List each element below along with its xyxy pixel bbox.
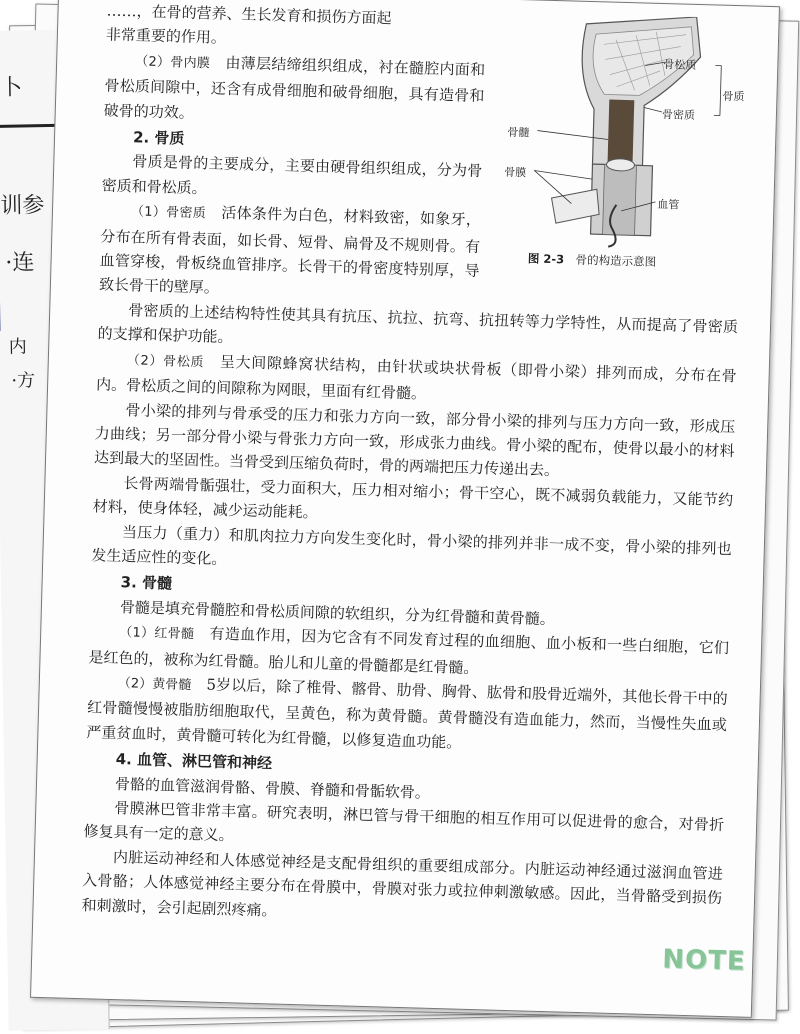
- intro-end: 非常重要的作用。: [105, 25, 227, 48]
- top-line: ……，在骨的营养、生长发育和损伤方面起: [106, 1, 392, 28]
- spongy-bone-paragraph-4: 当压力（重力）和肌肉拉力方向发生变化时，骨小梁的排列并非一成不变，骨小梁的排列也发生适应性的变化。: [91, 522, 733, 568]
- yellow-marrow-term: （2）黄骨髓: [117, 676, 192, 694]
- back-page-glyph: 卜: [0, 75, 23, 101]
- spongy-bone-term: （2）骨松质: [126, 352, 205, 371]
- label-bone-substance: 骨质: [722, 89, 745, 104]
- label-marrow: 骨髓: [507, 125, 530, 140]
- endosteum-paragraph: [103, 47, 485, 133]
- red-marrow-term: （1）红骨髓: [119, 625, 195, 643]
- section-4-title: 4. 血管、淋巴管和神经: [115, 750, 273, 773]
- section-3-intro: 骨髓是填充骨髓腔和骨松质间隙的软组织，分为红骨髓和黄骨髓。: [119, 597, 556, 628]
- section-2-intro: 骨质是骨的主要成分，主要由硬骨组织组成，分为骨密质和骨松质。: [101, 152, 483, 198]
- back-page-rule: [0, 124, 55, 128]
- compact-bone-paragraph: [99, 198, 482, 308]
- section-4-paragraph-1: 骨骼的血管滋润骨骼、骨膜、脊髓和骨骺软骨。: [114, 774, 431, 802]
- section-4-paragraph-3: 内脏运动神经和人体感觉神经是支配骨组织的重要组成部分。内脏运动神经通过滋润血管进入骨骼；人体感觉神经主要分布在骨膜中，骨膜对张力或拉伸刺激敏感。因此，当骨骼受到损伤和刺激时，会引起剧烈疼痛。: [81, 847, 723, 920]
- back-page-glyph: ·连: [5, 250, 35, 276]
- compact-bone-paragraph-2: 骨密质的上述结构特性使其具有抗压、抗拉、抗弯、抗扭转等力学特性，从而提高了骨密质的支撑和保护功能。: [97, 301, 739, 347]
- spongy-bone-paragraph-3: 长骨两端骨骺强壮，受力面积大，压力相对缩小；骨干空心，既不减弱负载能力，又能节约材料，使身体轻，减少运动能耗。: [92, 473, 734, 522]
- endosteum-text: 由薄层结缔组织组成，衬在髓腔内面和骨松质间隙中，还含有成骨细胞和破骨细胞，具有造骨和破骨的功效。: [103, 53, 486, 122]
- red-marrow-text: 有造血作用，因为它含有不同发育过程的血细胞、血小板和一些白细胞，它们是红色的，被称为红骨髓。胎儿和儿童的骨髓都是红骨髓。: [88, 624, 730, 677]
- compact-bone-term: （1）骨密质: [130, 204, 207, 222]
- page-content: [81, 0, 746, 935]
- section-4-paragraph-2: 骨膜淋巴管非常丰富。研究表明，淋巴管与骨干细胞的相互作用可以促进骨的愈合，对骨折修复具有一定的意义。: [83, 799, 725, 845]
- note-logo: NOTE: [661, 944, 747, 977]
- figure-number: 图 2-3: [527, 251, 565, 267]
- back-page-color-bar: [0, 131, 1, 331]
- bone-diagram-icon: [520, 12, 746, 253]
- endosteum-term: （2）骨内膜: [134, 54, 211, 72]
- label-spongy-bone: 骨松质: [663, 58, 697, 72]
- figure-caption: [528, 250, 657, 270]
- yellow-marrow-text: 5岁以后，除了椎骨、髂骨、肋骨、胸骨、肱骨和股骨近端外，其他长骨干中的红骨髓慢慢被脂肪细胞取代，呈黄色，称为黄骨髓。黄骨髓没有造血能力，然而，当慢性失血或严重贫血时，黄骨髓可转化为红骨髓，以修复造血功能。: [86, 675, 728, 752]
- section-2-title: 2. 骨质: [132, 128, 185, 148]
- label-compact-bone: 骨密质: [661, 108, 696, 122]
- bone-structure-figure: [504, 12, 746, 288]
- textbook-page: [30, 0, 780, 1018]
- section-3-title: 3. 骨髓: [120, 573, 173, 593]
- label-vessel: 血管: [657, 197, 680, 212]
- spongy-bone-paragraph-2: 骨小梁的排列与骨承受的压力和张力方向一致，部分骨小梁的排列与压力方向一致，形成压力曲线；另一部分骨小梁与骨张力方向一致，形成张力曲线。骨小梁的配布，使骨以最小的材料达到最大的坚固性。当骨受到压缩负荷时，骨的两端把压力传递出去。: [93, 400, 736, 480]
- back-page-glyph: 训参: [0, 193, 45, 219]
- back-page-glyph: ·方: [11, 370, 36, 392]
- spongy-bone-text: 呈大间隙蜂窝状结构，由针状或块状骨板（即骨小梁）排列而成，分布在骨内。骨松质之间的间隙称为网眼，里面有红骨髓。: [95, 352, 737, 403]
- back-page-glyph: 内: [8, 336, 27, 358]
- compact-bone-text: 活体条件为白色，材料致密，如象牙，分布在所有骨表面，如长骨、短骨、扁骨及不规则骨。有血管穿梭，骨板绕血管排序。长骨干的骨密度特别厚，导致长骨干的壁厚。: [98, 203, 482, 298]
- label-periosteum: 骨膜: [504, 165, 527, 180]
- figure-caption-text: 骨的构造示意图: [563, 252, 657, 269]
